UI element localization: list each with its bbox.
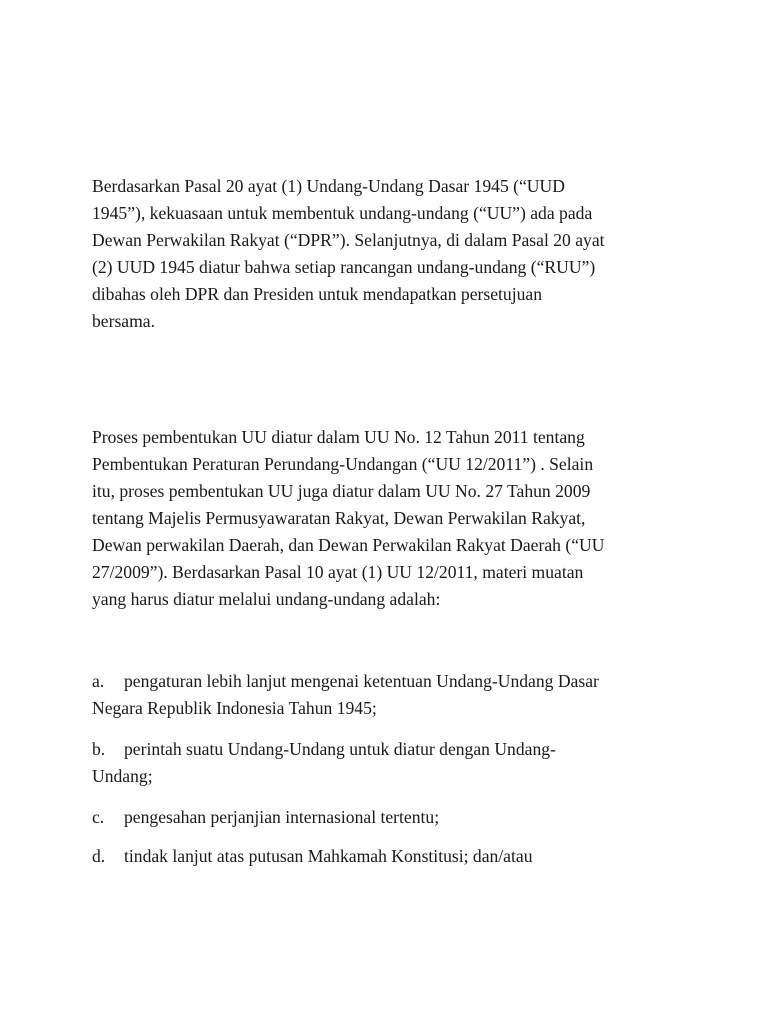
text-line: Pembentukan Peraturan Perundang-Undangan (“UU 12/2011”) . Selain [92, 454, 594, 474]
text-line: Dewan perwakilan Daerah, dan Dewan Perwakilan Rakyat Daerah (“UU [92, 535, 605, 555]
list-item-first-line [92, 804, 439, 831]
list-item-text: Undang; [92, 766, 153, 786]
text-line: itu, proses pembentukan UU juga diatur dalam UU No. 27 Tahun 2009 [92, 481, 591, 501]
list-item [92, 804, 439, 831]
list-marker: d. [92, 846, 106, 866]
text-line: tentang Majelis Permusyawaratan Rakyat, Dewan Perwakilan Rakyat, [92, 508, 586, 528]
list-item [92, 736, 556, 790]
text-line: Dewan Perwakilan Rakyat (“DPR”). Selanjutnya, di dalam Pasal 20 ayat [92, 230, 605, 250]
list-item [92, 668, 599, 722]
list-item-text: pengesahan perjanjian internasional tertentu; [124, 807, 440, 827]
list-marker: a. [92, 671, 105, 691]
list-item-text: pengaturan lebih lanjut mengenai ketentuan Undang-Undang Dasar [124, 671, 599, 691]
text-line: dibahas oleh DPR dan Presiden untuk mendapatkan persetujuan [92, 284, 543, 304]
list-marker: c. [92, 807, 105, 827]
list-item-first-line [92, 843, 533, 870]
list-marker: b. [92, 739, 106, 759]
list-item [92, 843, 533, 870]
text-line: 27/2009”). Berdasarkan Pasal 10 ayat (1) UU 12/2011, materi muatan [92, 562, 584, 582]
list-item-text: tindak lanjut atas putusan Mahkamah Konstitusi; dan/atau [124, 846, 533, 866]
text-line: Berdasarkan Pasal 20 ayat (1) Undang-Undang Dasar 1945 (“UUD [92, 176, 565, 196]
text-line: yang harus diatur melalui undang-undang adalah: [92, 589, 441, 609]
list-item-first-line [92, 668, 599, 695]
text-line: 1945”), kekuasaan untuk membentuk undang-undang (“UU”) ada pada [92, 203, 593, 223]
text-line: (2) UUD 1945 diatur bahwa setiap rancangan undang-undang (“RUU”) [92, 257, 596, 277]
paragraph-uud-1945 [92, 173, 605, 335]
text-line: Proses pembentukan UU diatur dalam UU No. 12 Tahun 2011 tentang [92, 427, 585, 447]
list-item-text: perintah suatu Undang-Undang untuk diatur dengan Undang- [124, 739, 556, 759]
list-item-text: Negara Republik Indonesia Tahun 1945; [92, 698, 377, 718]
text-line: bersama. [92, 311, 156, 331]
paragraph-proses-pembentukan [92, 424, 604, 613]
list-item-first-line [92, 736, 556, 763]
